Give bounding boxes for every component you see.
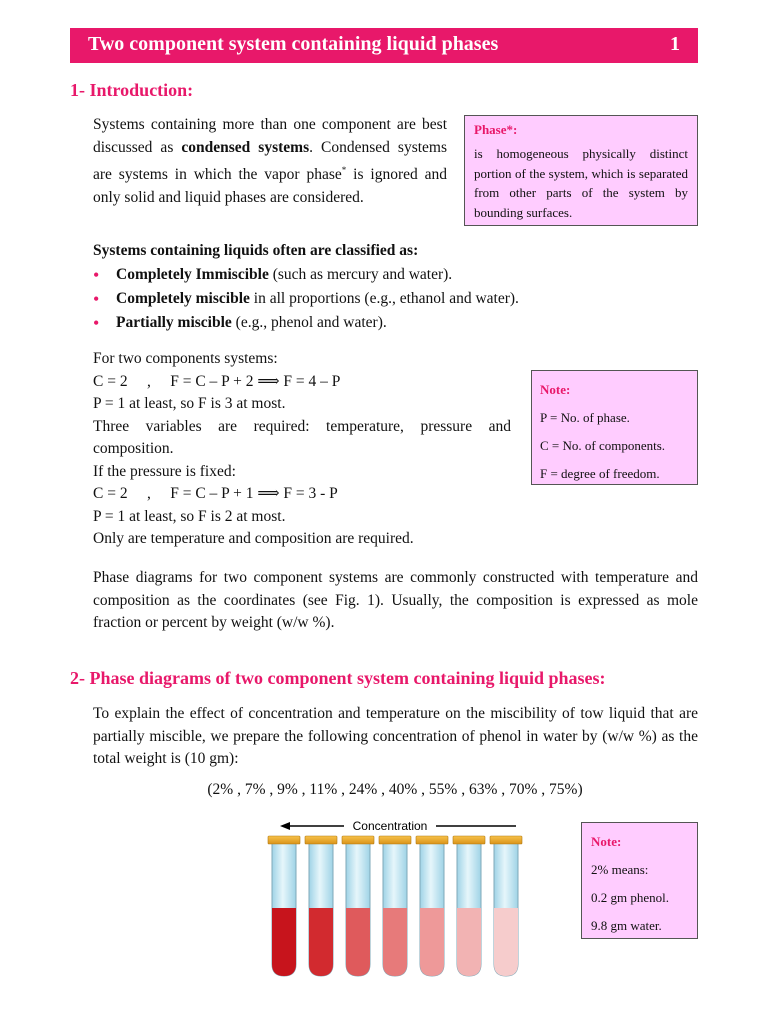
page-title: Two component system containing liquid phases: [88, 33, 499, 55]
variables-note-title: Note:: [540, 382, 571, 397]
explanation-paragraph: To explain the effect of concentration and temperature on the miscibility of tow liquid that are partially miscible, we prepare the following concentration of phenol in water by (w/w %) as the total weight is (10 gm):: [93, 705, 698, 767]
concentration-note-title: Note:: [591, 834, 622, 849]
test-tube: [416, 836, 448, 976]
list-item: • Completely Immiscible (such as mercury and water).: [93, 263, 519, 287]
phase-rule-equation-1: C = 2 , F = C – P + 2 ⟹ F = 4 – P: [93, 372, 341, 390]
list-item: • Partially miscible (e.g., phenol and water).: [93, 311, 519, 335]
phase-note-title: Phase*:: [474, 122, 518, 137]
test-tube: [305, 836, 337, 976]
classification-heading: Systems containing liquids often are classified as:: [93, 242, 419, 259]
test-tubes-figure: [262, 814, 532, 984]
concentration-list: (2% , 7% , 9% , 11% , 24% , 40% , 55% , 63% , 70% , 75%): [207, 781, 583, 798]
phase-rule-equation-2: C = 2 , F = C – P + 1 ⟹ F = 3 - P: [93, 485, 338, 502]
test-tube: [268, 836, 300, 976]
page-number: 1: [670, 33, 680, 55]
phase-definition-note: [464, 115, 698, 226]
phase-diagrams-paragraph: Phase diagrams for two component systems are commonly constructed with temperature and composition as the coordinates (see Fig. 1). Usually, the composition is expressed as mole fraction or percent by weight (w/w %).: [93, 569, 698, 631]
section-heading-phase-diagrams: 2- Phase diagrams of two component system containing liquid phases:: [70, 668, 606, 688]
phase-note-text: is homogeneous physically distinct portion of the system, which is separated from other parts of the system by bounding surfaces.: [474, 146, 688, 220]
test-tube: [379, 836, 411, 976]
page-title-bar: [70, 28, 698, 63]
classification-list: [93, 263, 519, 335]
test-tube: [490, 836, 522, 976]
two-component-equations: For two components systems: C = 2 , F = C – P + 2 ⟹ F = 4 – P P = 1 at least, so F is 3 at most. Three variables are required: temperature, pressure and composition. If the pressure is fixed: C = 2 , F = C – P + 1 ⟹ F = 3 - P P = 1 at least, so F is 2 at most. Only are temperature and composition are required.: [93, 350, 511, 547]
condensed-systems-term: condensed systems: [181, 138, 310, 156]
concentration-note: Note: 2% means: 0.2 gm phenol. 9.8 gm water.: [581, 822, 698, 939]
variables-note: Note: P = No. of phase. C = No. of components. F = degree of freedom.: [531, 370, 698, 485]
section-heading-introduction: 1- Introduction:: [70, 80, 194, 100]
list-item: • Completely miscible in all proportions (e.g., ethanol and water).: [93, 287, 519, 311]
concentration-label: Concentration: [352, 819, 428, 833]
test-tube: [453, 836, 485, 976]
test-tube: [342, 836, 374, 976]
intro-paragraph: Systems containing more than one component are best discussed as condensed systems. Condensed systems are systems in which the vapor phase* is ignored and only solid and liquid phases are considered.: [93, 116, 448, 206]
